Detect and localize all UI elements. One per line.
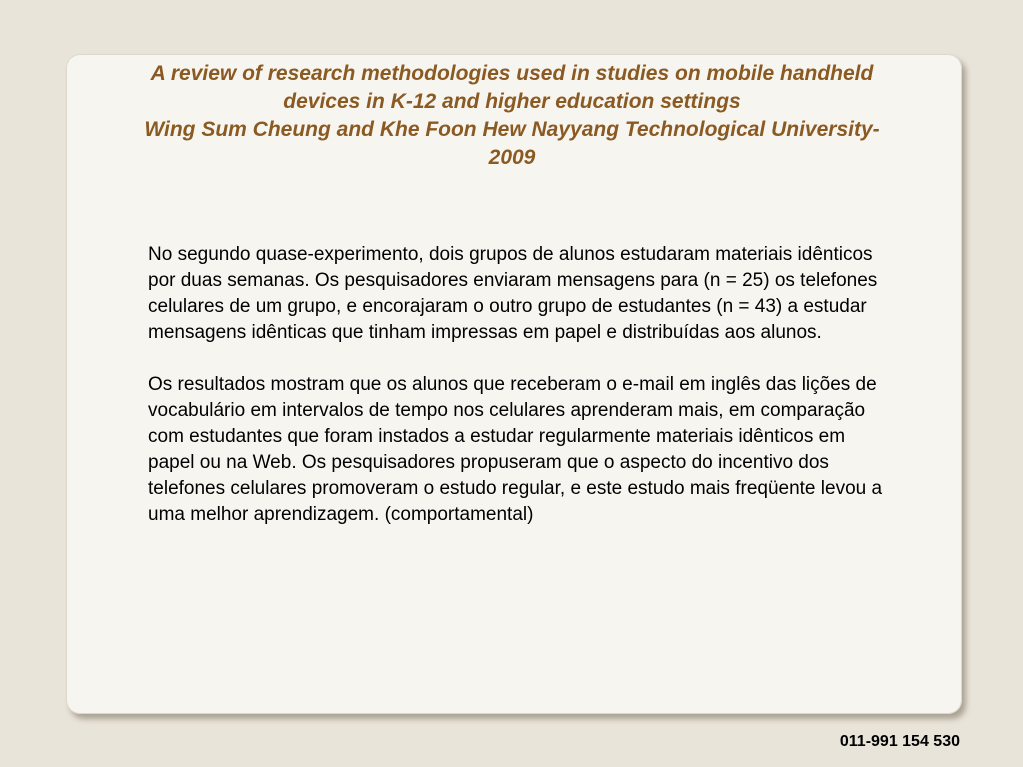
title-line-4: 2009	[488, 146, 536, 169]
title-line-3: Wing Sum Cheung and Khe Foon Hew Nayyang Technological University-	[144, 118, 880, 141]
footer-phone: 011-991 154 530	[839, 733, 960, 750]
slide-body	[148, 242, 888, 528]
body-paragraph-1: No segundo quase-experimento, dois grupos de alunos estudaram materiais idênticos por duas semanas. Os pesquisadores enviaram mensagens para (n = 25) os telefones celulares de um grupo, e encorajaram o outro grupo de estudantes (n = 43) a estudar mensagens idênticas que tinham impressas em papel e distribuídas aos alunos.	[148, 244, 878, 343]
body-paragraph-2: Os resultados mostram que os alunos que receberam o e-mail em inglês das lições de vocabulário em intervalos de tempo nos celulares aprenderam mais, em comparação com estudantes que foram instados a estudar regularmente materiais idênticos em papel ou na Web. Os pesquisadores propuseram que o aspecto do incentivo dos telefones celulares promoveram o estudo regular, e este estudo mais freqüente levou a uma melhor aprendizagem. (comportamental)	[148, 374, 883, 525]
slide-title	[40, 60, 984, 172]
title-line-1: A review of research methodologies used in studies on mobile handheld	[150, 62, 874, 85]
title-line-2: devices in K-12 and higher education settings	[283, 90, 741, 113]
